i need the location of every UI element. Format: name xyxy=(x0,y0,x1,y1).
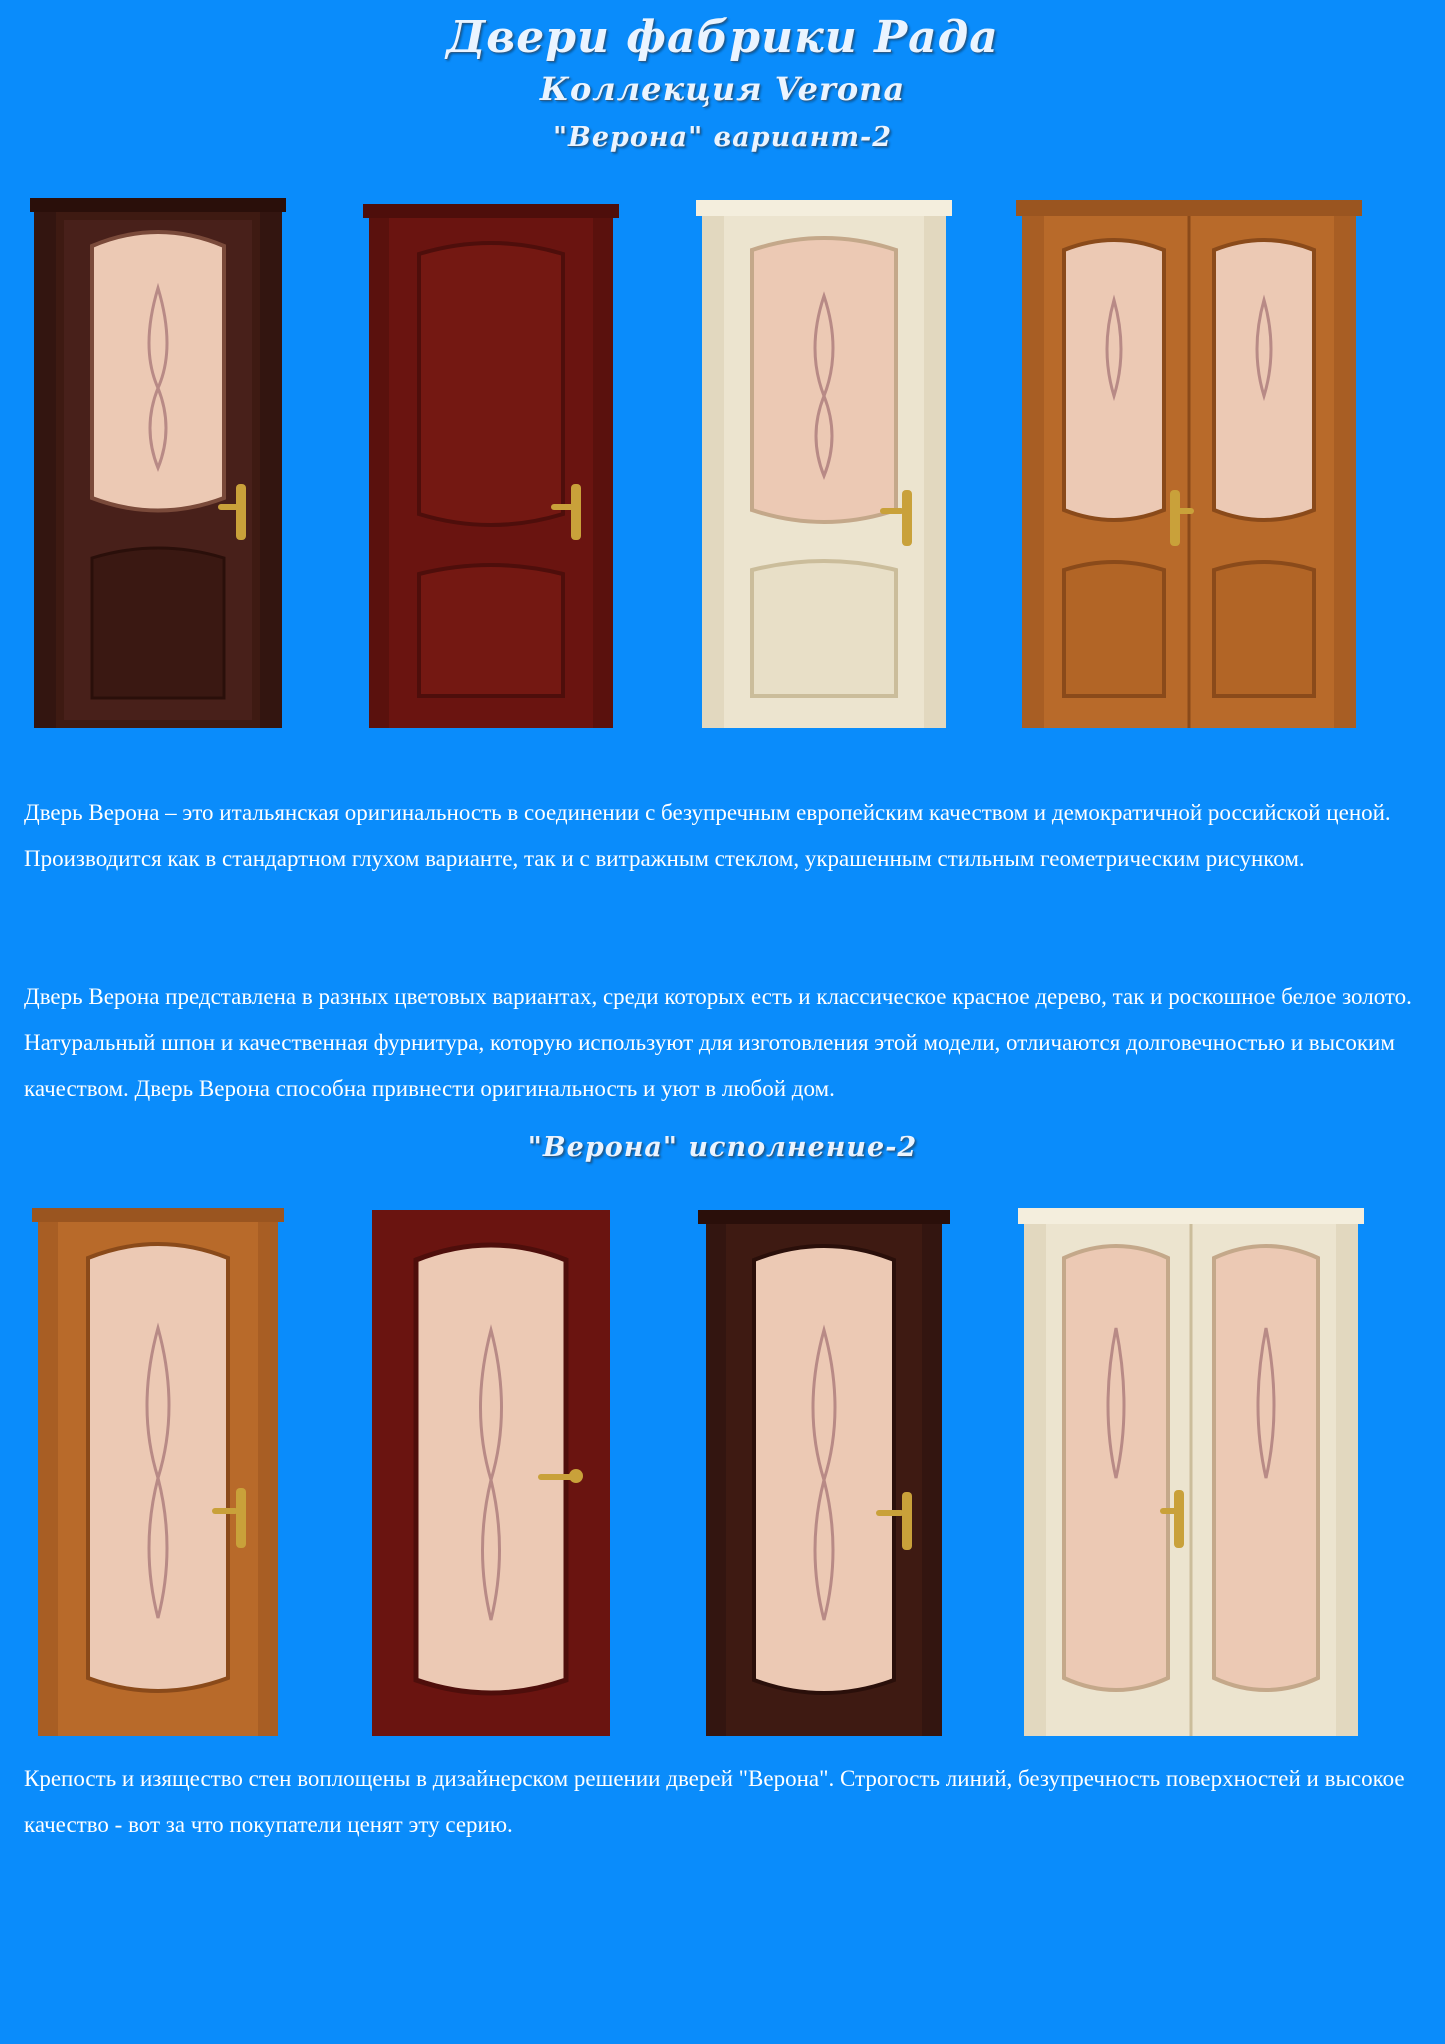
variant-title-1: "Верона" вариант-2 xyxy=(552,122,893,153)
door-image-wenge-glass xyxy=(30,198,286,728)
door-image-mahogany-full-glass xyxy=(372,1210,610,1736)
description-paragraph-1: Дверь Верона – это итальянская оригинальность в соединении с безупречным европейским качеством и демократичной российской ценой. Производится как в стандартном глухом варианте, так и с витражным стеклом, украшенным стильным геометрическим рисунком. xyxy=(24,800,1391,871)
collection-title: Коллекция Verona xyxy=(539,70,906,108)
door-image-ivory-double-full-glass xyxy=(1018,1208,1364,1736)
door-image-honey-oak-double xyxy=(1016,200,1362,728)
page-title: Двери фабрики Рада xyxy=(446,12,999,63)
door-image-wenge-full-glass xyxy=(698,1210,950,1736)
description-paragraph-2: Дверь Верона представлена в разных цветовых вариантах, среди которых есть и классическое красное дерево, так и роскошное белое золото. Натуральный шпон и качественная фурнитура, которую используют для изготовления этой модели, отличаются долговечностью и высоким качеством. Дверь Верона способна привнести оригинальность и уют в любой дом. xyxy=(24,984,1412,1101)
description-paragraph-3: Крепость и изящество стен воплощены в дизайнерском решении дверей "Верона". Строгость линий, безупречность поверхностей и высокое качество - вот за что покупатели ценят эту серию. xyxy=(24,1766,1405,1837)
variant-title-2: "Верона" исполнение-2 xyxy=(527,1132,918,1163)
door-image-ivory-glass xyxy=(696,200,952,728)
door-image-honey-oak-full-glass xyxy=(32,1208,284,1736)
door-image-mahogany-solid xyxy=(363,204,619,728)
door-gallery-row-1 xyxy=(0,198,1445,728)
door-gallery-row-2 xyxy=(0,1208,1445,1738)
